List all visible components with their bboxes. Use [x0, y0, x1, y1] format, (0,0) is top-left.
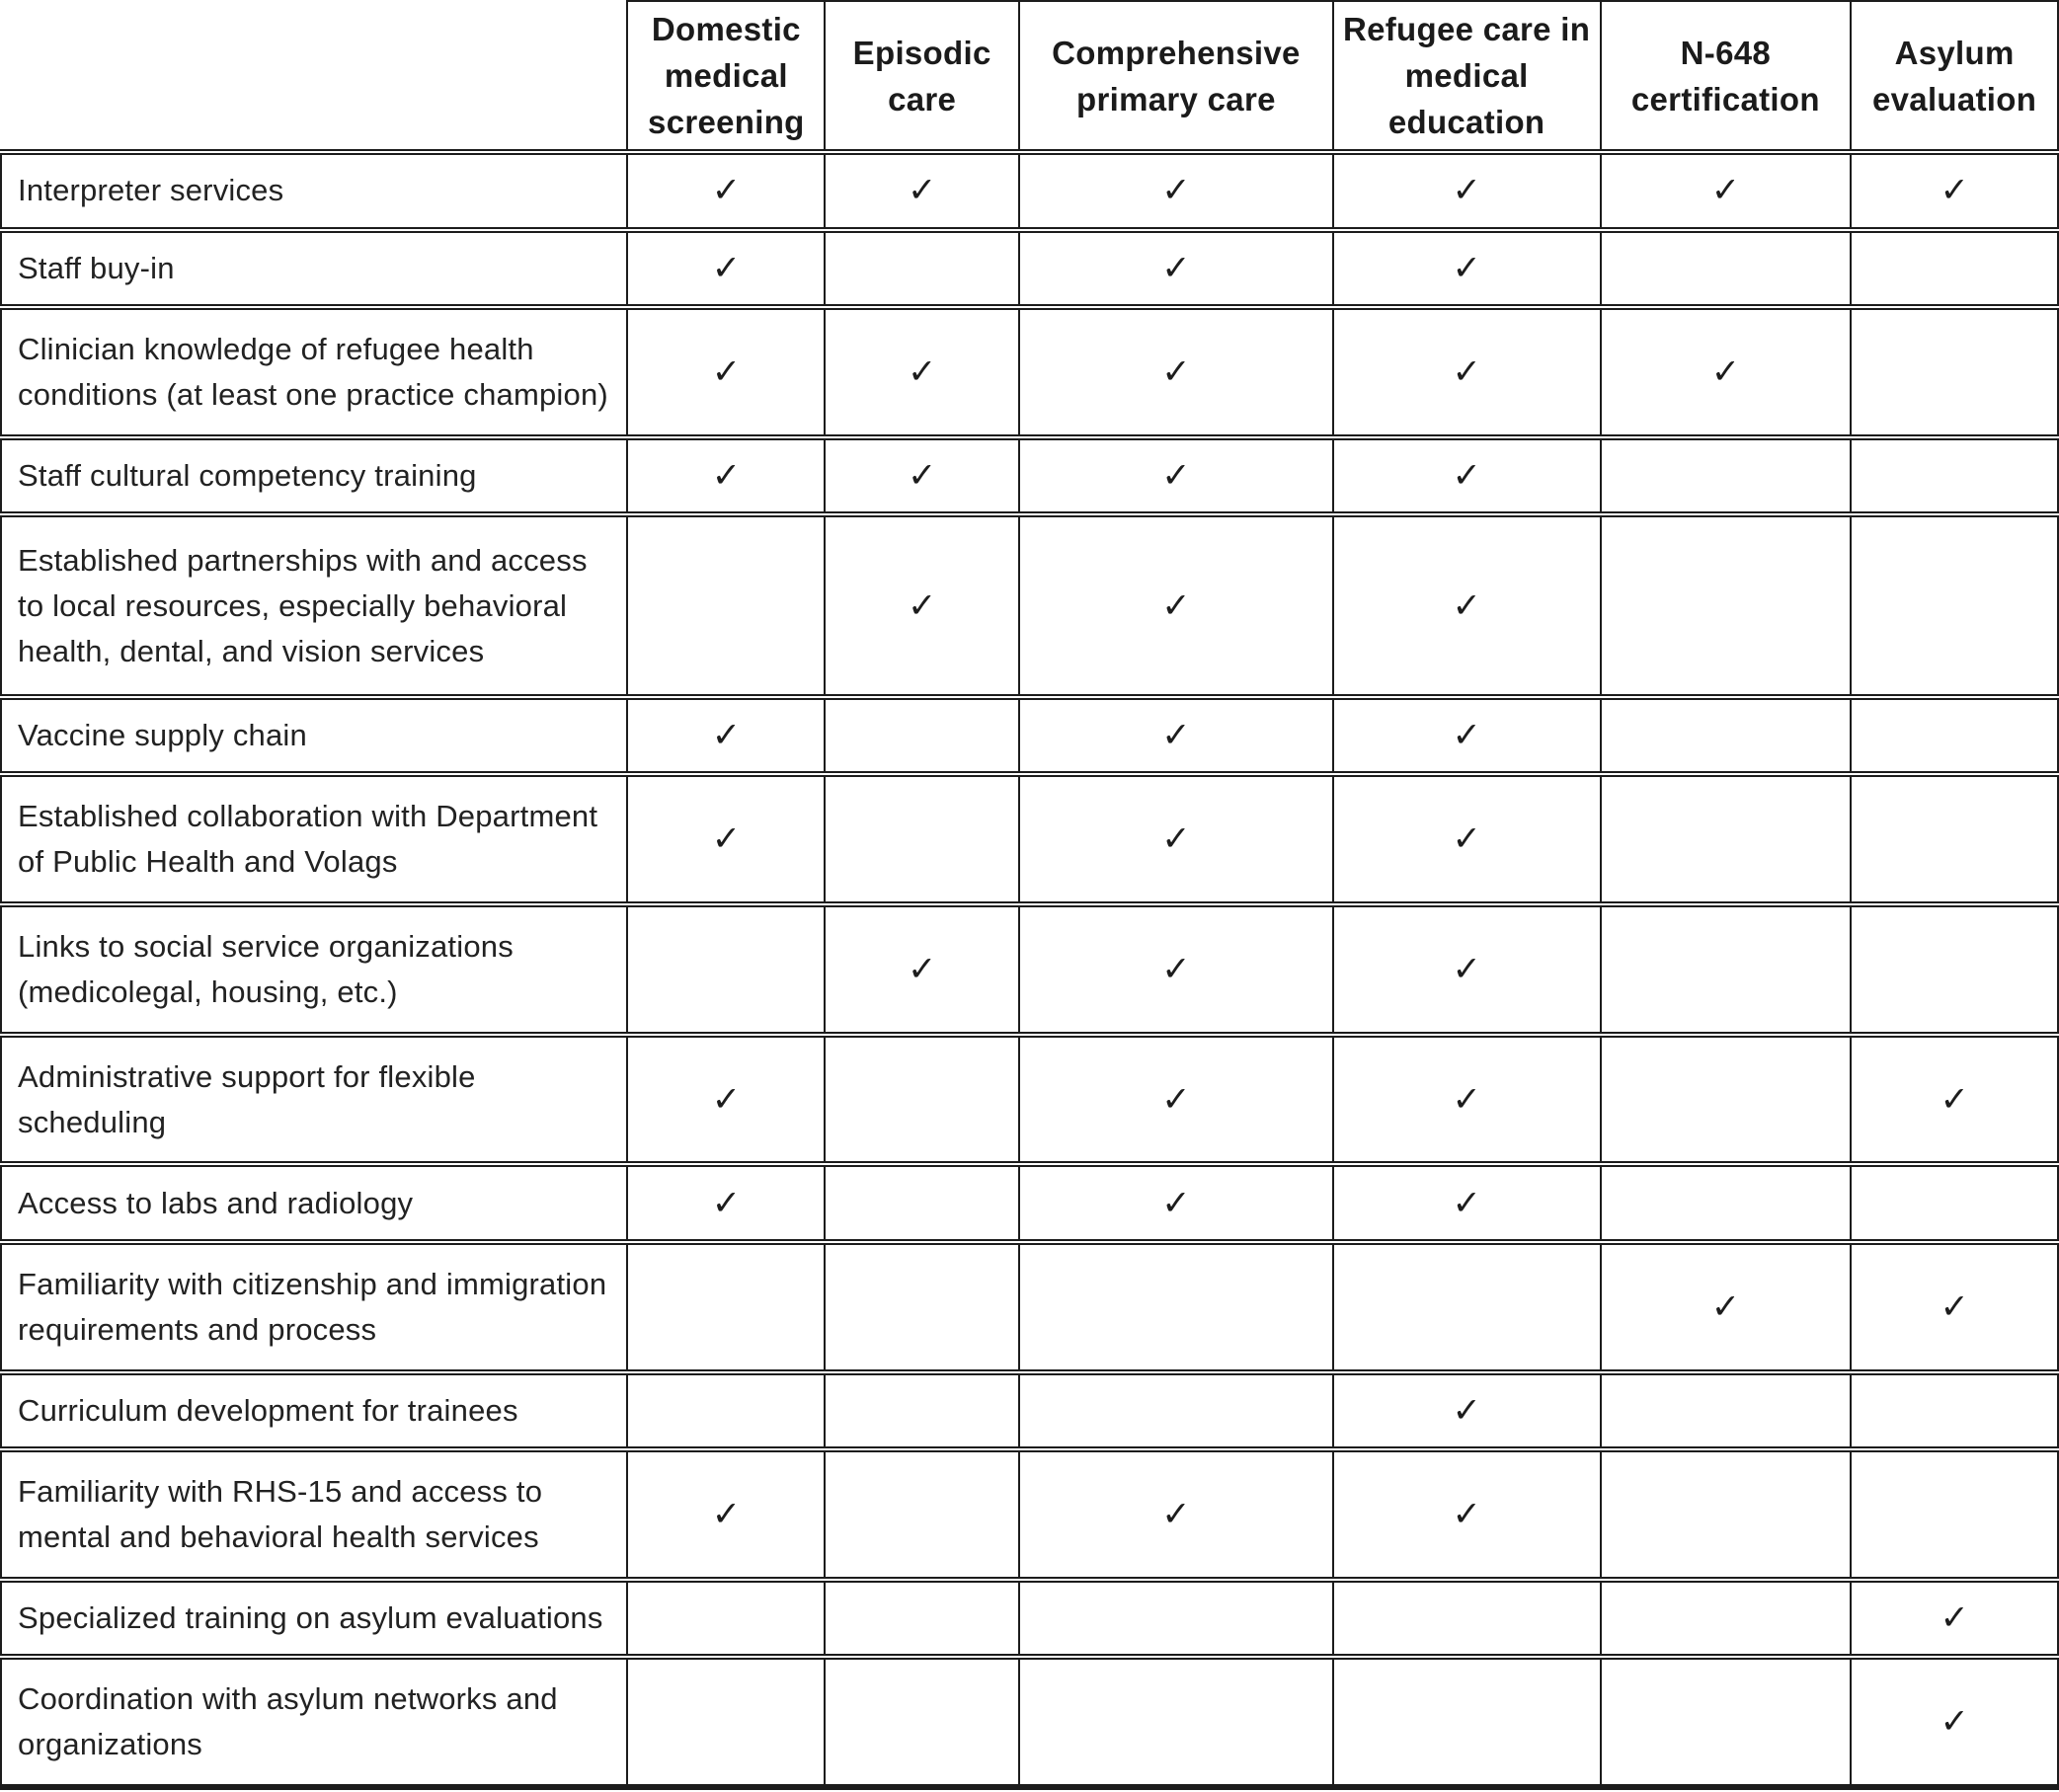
empty-cell: [1601, 230, 1852, 308]
check-cell: [1333, 774, 1601, 904]
table-row: [1, 697, 2058, 775]
check-cell: [1851, 1580, 2058, 1658]
check-cell: [1019, 774, 1333, 904]
empty-cell: [1019, 1657, 1333, 1787]
check-cell: [1019, 230, 1333, 308]
empty-cell: [1019, 1372, 1333, 1450]
table-row: [1, 152, 2058, 230]
empty-cell: [1851, 1372, 2058, 1450]
row-label: Established collaboration with Department of Public Health and Volags: [1, 774, 627, 904]
column-header-3: Refugee care in medical education: [1333, 1, 1601, 152]
checkmark-icon: ✓: [1452, 171, 1481, 210]
empty-cell: [1601, 1164, 1852, 1242]
empty-cell: [1851, 230, 2058, 308]
check-cell: [627, 1164, 825, 1242]
empty-cell: [627, 904, 825, 1035]
empty-cell: [1851, 774, 2058, 904]
table-row: [1, 1242, 2058, 1372]
checkmark-icon: ✓: [907, 455, 937, 495]
checkmark-icon: ✓: [907, 171, 937, 210]
checkmark-icon: ✓: [1161, 716, 1191, 755]
check-cell: [1333, 697, 1601, 775]
checkmark-icon: ✓: [1940, 1702, 1969, 1742]
checkmark-icon: ✓: [1452, 248, 1481, 287]
check-cell: [1851, 152, 2058, 230]
empty-cell: [1851, 514, 2058, 697]
column-header-4: N-648 certification: [1601, 1, 1852, 152]
table-row: [1, 774, 2058, 904]
check-cell: [1333, 904, 1601, 1035]
row-label: Clinician knowledge of refugee health conditions (at least one practice champion): [1, 307, 627, 437]
check-cell: [1601, 152, 1852, 230]
checkmark-icon: ✓: [1710, 351, 1741, 391]
check-cell: [627, 1449, 825, 1580]
check-cell: [1333, 1372, 1601, 1450]
empty-cell: [1333, 1242, 1601, 1372]
check-cell: [1333, 1164, 1601, 1242]
row-label: Familiarity with RHS-15 and access to mental and behavioral health services: [1, 1449, 627, 1580]
checkmark-icon: ✓: [1161, 351, 1191, 391]
check-cell: [825, 514, 1019, 697]
checkmark-icon: ✓: [711, 351, 742, 391]
checkmark-icon: ✓: [1452, 1390, 1481, 1430]
checkmark-icon: ✓: [907, 949, 937, 988]
check-cell: [1333, 152, 1601, 230]
check-cell: [1601, 307, 1852, 437]
checkmark-icon: ✓: [1161, 1079, 1191, 1119]
table-row: [1, 1035, 2058, 1165]
row-label: Familiarity with citizenship and immigration requirements and process: [1, 1242, 627, 1372]
row-label: Specialized training on asylum evaluations: [1, 1580, 627, 1658]
empty-cell: [825, 1580, 1019, 1658]
table-row: [1, 1164, 2058, 1242]
empty-cell: [1601, 437, 1852, 515]
row-label: Established partnerships with and access to local resources, especially behavioral health, dental, and vision services: [1, 514, 627, 697]
checkmark-icon: ✓: [1452, 819, 1481, 859]
check-cell: [1601, 1242, 1852, 1372]
table-row: [1, 514, 2058, 697]
empty-cell: [825, 1164, 1019, 1242]
row-label: Administrative support for flexible scheduling: [1, 1035, 627, 1165]
table-row: [1, 1580, 2058, 1658]
checkmark-icon: ✓: [1940, 1286, 1969, 1326]
check-cell: [627, 1035, 825, 1165]
empty-cell: [627, 1372, 825, 1450]
checkmark-icon: ✓: [1452, 1494, 1481, 1533]
empty-cell: [825, 1242, 1019, 1372]
empty-cell: [1601, 1372, 1852, 1450]
check-cell: [825, 307, 1019, 437]
checkmark-icon: ✓: [1452, 1079, 1481, 1119]
check-cell: [627, 437, 825, 515]
checkmark-icon: ✓: [711, 248, 742, 287]
column-header-2: Comprehensive primary care: [1019, 1, 1333, 152]
empty-cell: [627, 1657, 825, 1787]
checkmark-icon: ✓: [1452, 585, 1481, 625]
checkmark-icon: ✓: [1452, 716, 1481, 755]
empty-cell: [1333, 1580, 1601, 1658]
column-header-0: Domestic medical screening: [627, 1, 825, 152]
empty-cell: [1601, 697, 1852, 775]
check-cell: [1333, 514, 1601, 697]
check-cell: [1019, 152, 1333, 230]
check-cell: [1851, 1035, 2058, 1165]
empty-cell: [1601, 1035, 1852, 1165]
checkmark-icon: ✓: [1161, 455, 1191, 495]
check-cell: [1333, 307, 1601, 437]
checkmark-icon: ✓: [1452, 351, 1481, 391]
empty-cell: [627, 1242, 825, 1372]
checkmark-icon: ✓: [907, 351, 937, 391]
checkmark-icon: ✓: [711, 1494, 742, 1533]
checkmark-icon: ✓: [1161, 1183, 1191, 1222]
empty-cell: [1601, 1449, 1852, 1580]
checkmark-icon: ✓: [1161, 585, 1191, 625]
column-header-1: Episodic care: [825, 1, 1019, 152]
checkmark-icon: ✓: [711, 455, 742, 495]
checkmark-icon: ✓: [1161, 819, 1191, 859]
table-row: [1, 437, 2058, 515]
row-label: Interpreter services: [1, 152, 627, 230]
table-row: [1, 307, 2058, 437]
check-cell: [627, 230, 825, 308]
checkmark-icon: ✓: [1452, 949, 1481, 988]
empty-cell: [627, 514, 825, 697]
check-cell: [1019, 437, 1333, 515]
empty-cell: [1851, 437, 2058, 515]
empty-cell: [825, 1035, 1019, 1165]
row-label: Access to labs and radiology: [1, 1164, 627, 1242]
checkmark-icon: ✓: [1940, 171, 1969, 210]
check-cell: [1019, 514, 1333, 697]
checkmark-icon: ✓: [1940, 1079, 1969, 1119]
empty-cell: [1601, 1657, 1852, 1787]
checkmark-icon: ✓: [1161, 248, 1191, 287]
check-cell: [1019, 1035, 1333, 1165]
row-label: Curriculum development for trainees: [1, 1372, 627, 1450]
empty-cell: [825, 697, 1019, 775]
checkmark-icon: ✓: [1161, 171, 1191, 210]
checkmark-icon: ✓: [1940, 1597, 1969, 1637]
check-cell: [1019, 307, 1333, 437]
check-cell: [1019, 1164, 1333, 1242]
empty-cell: [1601, 904, 1852, 1035]
row-label: Staff cultural competency training: [1, 437, 627, 515]
corner-cell: [1, 1, 627, 152]
checkmark-icon: ✓: [711, 716, 742, 755]
checkmark-icon: ✓: [1452, 1183, 1481, 1222]
empty-cell: [1333, 1657, 1601, 1787]
empty-cell: [1851, 697, 2058, 775]
check-cell: [1333, 437, 1601, 515]
empty-cell: [825, 1449, 1019, 1580]
check-cell: [627, 697, 825, 775]
check-cell: [627, 152, 825, 230]
empty-cell: [1019, 1242, 1333, 1372]
check-cell: [627, 774, 825, 904]
empty-cell: [627, 1580, 825, 1658]
empty-cell: [1019, 1580, 1333, 1658]
empty-cell: [1851, 904, 2058, 1035]
empty-cell: [1601, 1580, 1852, 1658]
empty-cell: [1601, 514, 1852, 697]
checkmark-icon: ✓: [1452, 455, 1481, 495]
check-cell: [825, 904, 1019, 1035]
empty-cell: [825, 1372, 1019, 1450]
check-cell: [1019, 904, 1333, 1035]
empty-cell: [1601, 774, 1852, 904]
checkmark-icon: ✓: [1161, 1494, 1191, 1533]
row-label: Coordination with asylum networks and organizations: [1, 1657, 627, 1787]
checkmark-icon: ✓: [1710, 1286, 1741, 1326]
checkmark-icon: ✓: [711, 1183, 742, 1222]
check-cell: [1333, 1449, 1601, 1580]
check-cell: [825, 152, 1019, 230]
check-cell: [1851, 1657, 2058, 1787]
table-row: [1, 1657, 2058, 1787]
header-row: [1, 1, 2058, 152]
empty-cell: [1851, 1164, 2058, 1242]
column-header-5: Asylum evaluation: [1851, 1, 2058, 152]
checkmark-icon: ✓: [711, 1079, 742, 1119]
checkmark-icon: ✓: [1710, 171, 1741, 210]
check-cell: [1019, 697, 1333, 775]
check-cell: [1851, 1242, 2058, 1372]
check-cell: [1333, 230, 1601, 308]
row-label: Links to social service organizations (medicolegal, housing, etc.): [1, 904, 627, 1035]
table-row: [1, 1449, 2058, 1580]
checkmark-icon: ✓: [711, 171, 742, 210]
empty-cell: [825, 774, 1019, 904]
checkmark-icon: ✓: [907, 585, 937, 625]
check-cell: [825, 437, 1019, 515]
empty-cell: [1851, 1449, 2058, 1580]
checkmark-icon: ✓: [1161, 949, 1191, 988]
check-cell: [627, 307, 825, 437]
empty-cell: [825, 1657, 1019, 1787]
empty-cell: [1851, 307, 2058, 437]
row-label: Vaccine supply chain: [1, 697, 627, 775]
empty-cell: [825, 230, 1019, 308]
check-cell: [1333, 1035, 1601, 1165]
table-row: [1, 1372, 2058, 1450]
table-body: [1, 152, 2058, 1787]
check-cell: [1019, 1449, 1333, 1580]
table-row: [1, 230, 2058, 308]
table-row: [1, 904, 2058, 1035]
row-label: Staff buy-in: [1, 230, 627, 308]
checkmark-icon: ✓: [711, 819, 742, 859]
